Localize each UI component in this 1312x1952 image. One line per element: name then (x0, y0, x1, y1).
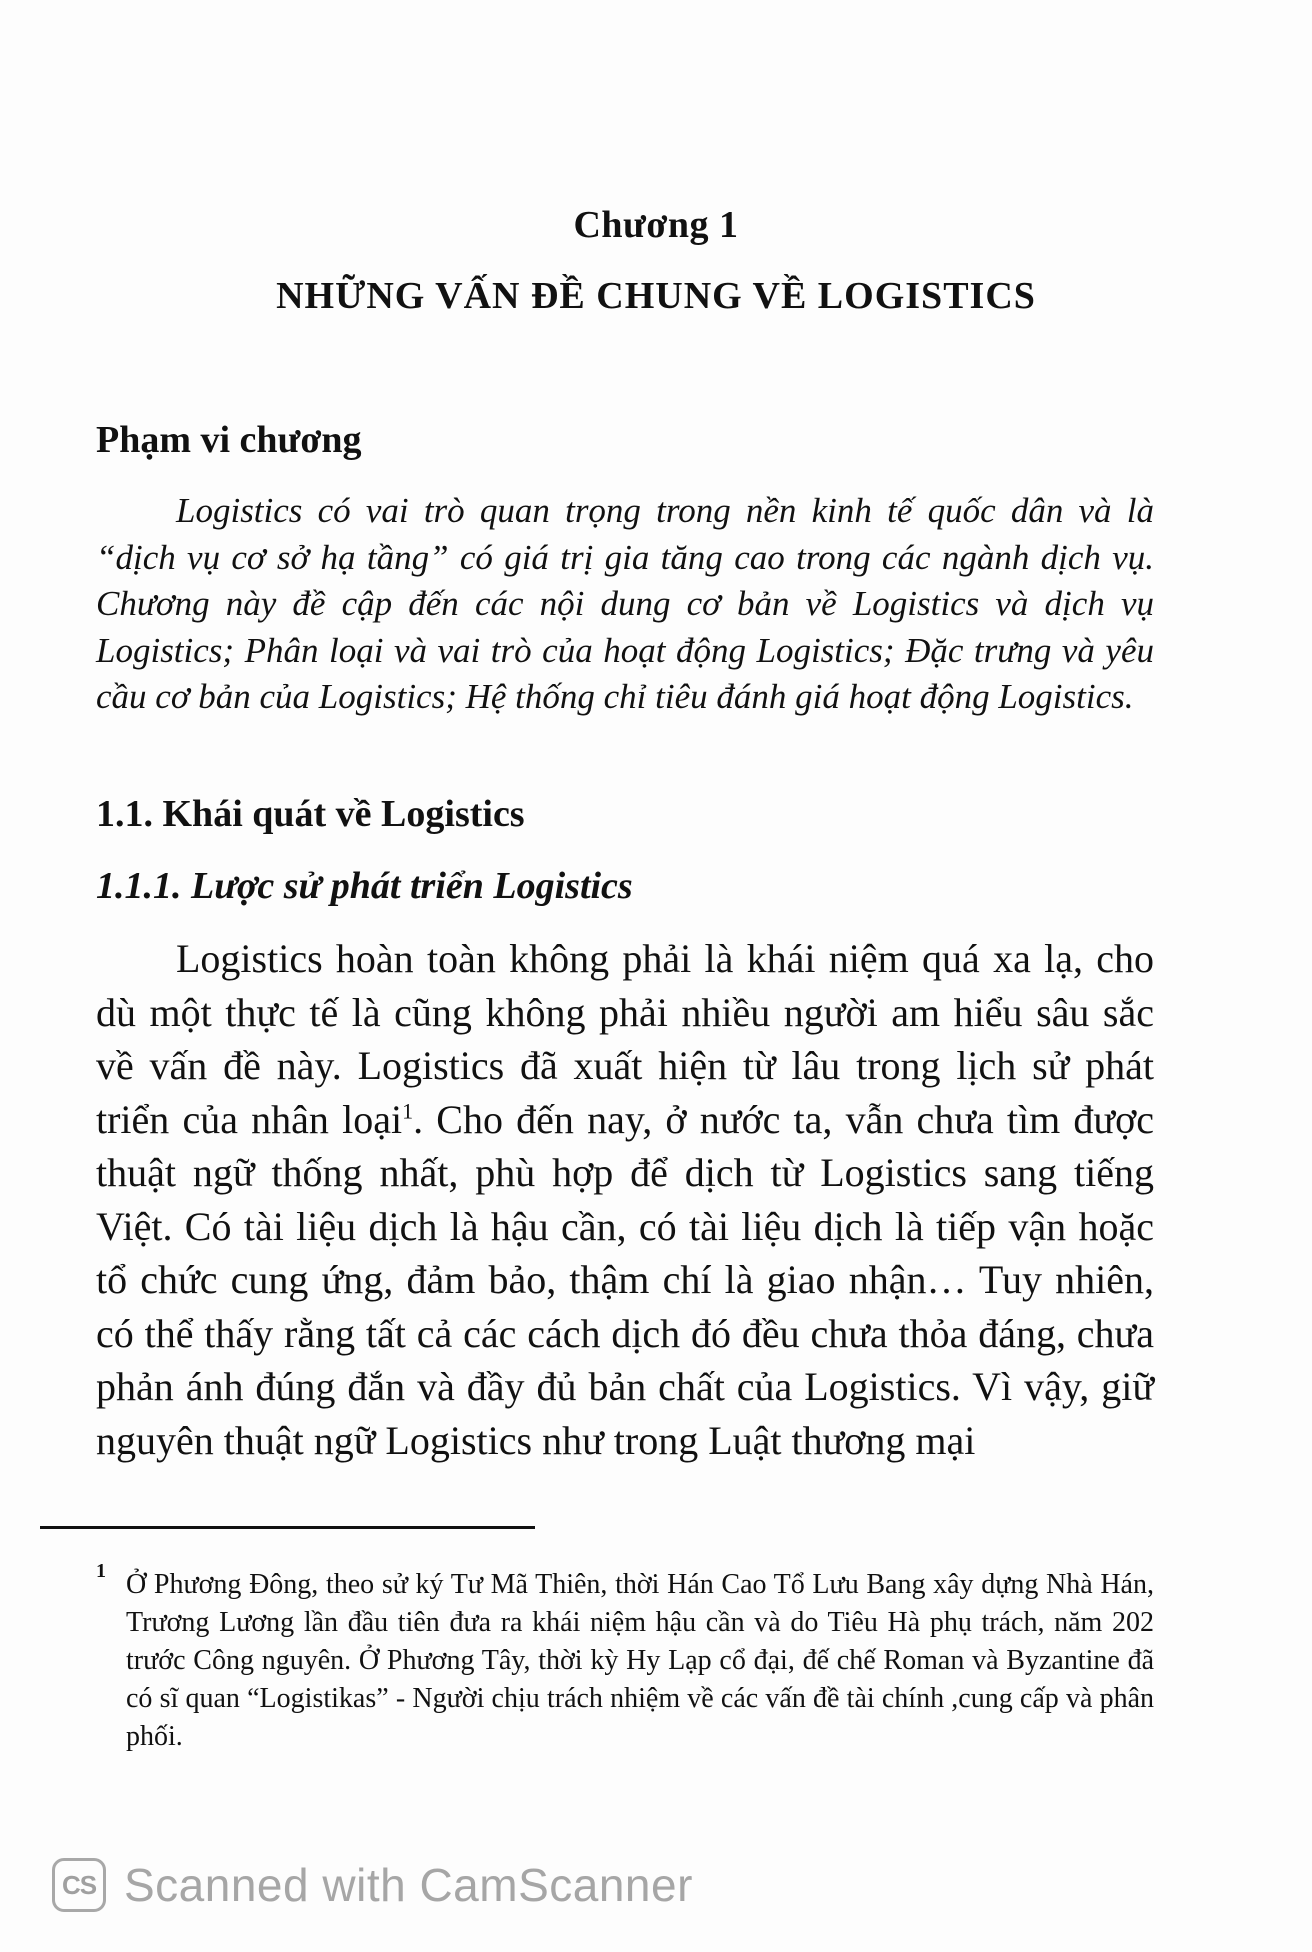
main-paragraph-part2: . Cho đến nay, ở nước ta, vẫn chưa tìm được thuật ngữ thống nhất, phù hợp để dịch từ Logistics sang tiếng Việt. Có tài liệu dịch là hậu cần, có tài liệu dịch là tiếp vận hoặc tổ chức cung ứng, đảm bảo, thậm chí là giao nhận… Tuy nhiên, có thể thấy rằng tất cả các cách dịch đó đều chưa thỏa đáng, chưa phản ánh đúng đắn và đầy đủ bản chất của Logistics. Vì vậy, giữ nguyên thuật ngữ Logistics như trong Luật thương mại (96, 1096, 1155, 1463)
footnote-mark: 1 (96, 1560, 106, 1582)
scope-paragraph: Logistics có vai trò quan trọng trong nền kinh tế quốc dân và là “dịch vụ cơ sở hạ tầng” có giá trị gia tăng cao trong các ngành dịch vụ. Chương này đề cập đến các nội dung cơ bản về Logistics và dịch vụ Logistics; Phân loại và vai trò của hoạt động Logistics; Đặc trưng và yêu cầu cơ bản của Logistics; Hệ thống chỉ tiêu đánh giá hoạt động Logistics. (96, 491, 1154, 716)
footnote-text: Ở Phương Đông, theo sử ký Tư Mã Thiên, thời Hán Cao Tổ Lưu Bang xây dựng Nhà Hán, Trương Lương lần đầu tiên đưa ra khái niệm hậu cần và do Tiêu Hà phụ trách, năm 202 trước Công nguyên. Ở Phương Tây, thời kỳ Hy Lạp cổ đại, đế chế Roman và Byzantine đã có sĩ quan “Logistikas” - Người chịu trách nhiệm về các vấn đề tài chính ,cung cấp và phân phối. (126, 1569, 1154, 1752)
main-paragraph-part1: Logistics hoàn toàn không phải là khái niệm quá xa lạ, cho dù một thực tế là cũng không phải nhiều người am hiểu sâu sắc về vấn đề này. Logistics đã xuất hiện từ lâu trong lịch sử phát triển của nhân loại (96, 936, 1154, 1142)
main-paragraph (96, 932, 1154, 1467)
footnote-divider (40, 1526, 535, 1529)
camscanner-logo-icon: CS (52, 1858, 106, 1912)
footnote-reference: 1 (402, 1098, 414, 1124)
subsection-heading: 1.1.1. Lược sử phát triển Logistics (96, 865, 633, 907)
chapter-label: Chương 1 (573, 204, 739, 246)
section-heading: 1.1. Khái quát về Logistics (96, 793, 525, 835)
watermark-text: Scanned with CamScanner (124, 1859, 693, 1911)
chapter-title: NHỮNG VẤN ĐỀ CHUNG VỀ LOGISTICS (276, 275, 1036, 317)
scope-heading: Phạm vi chương (96, 419, 362, 461)
camscanner-watermark (52, 1855, 693, 1915)
